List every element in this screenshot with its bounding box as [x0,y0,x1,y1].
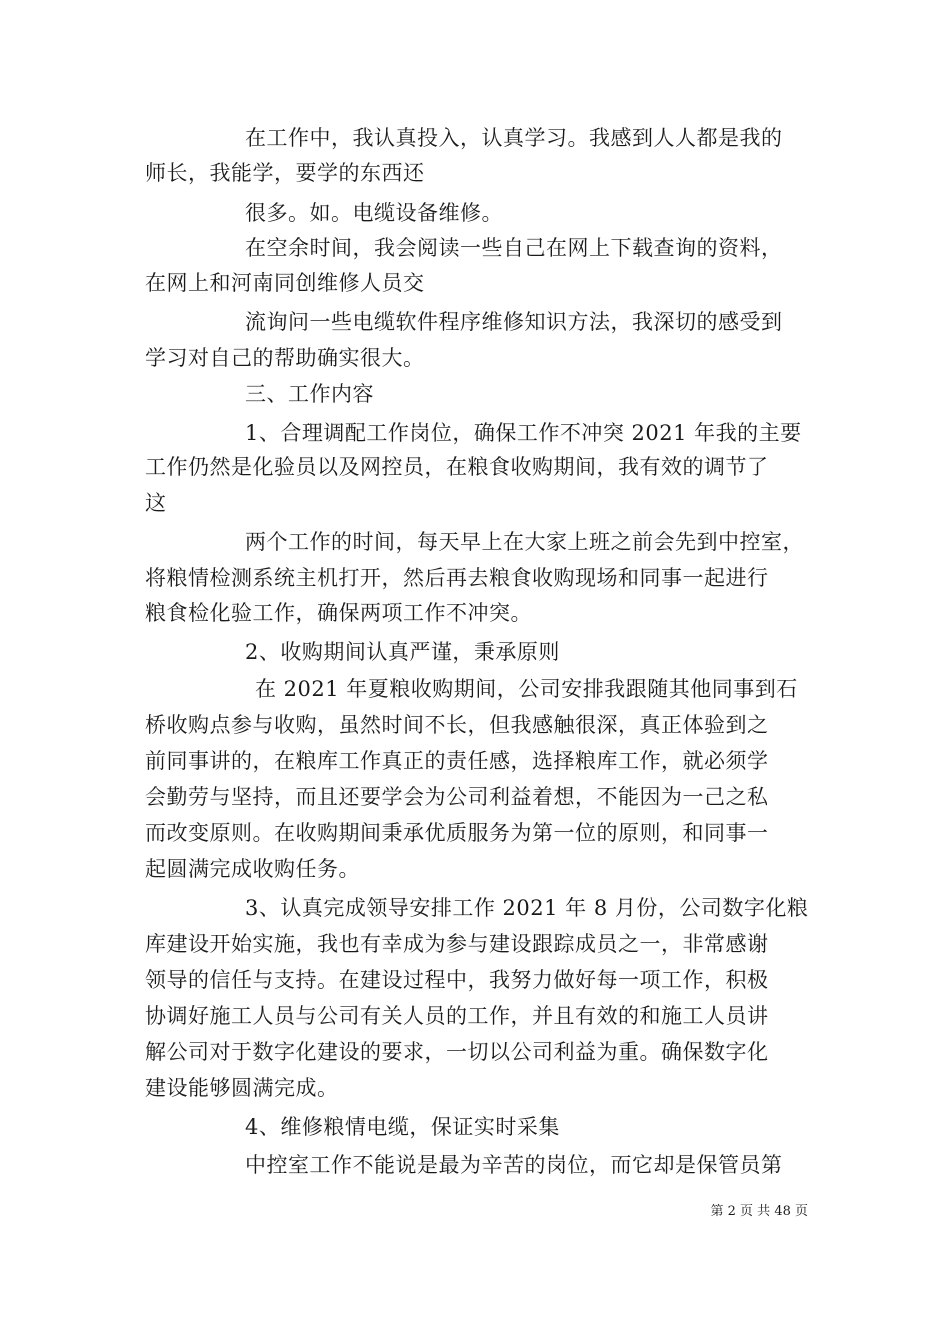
text-line: 库建设开始实施，我也有幸成为参与建设跟踪成员之一，非常感谢 [145,932,769,956]
text-line: 3、认真完成领导安排工作 2021 年 8 月份，公司数字化粮 [245,896,809,920]
text-line: 粮食检化验工作，确保两项工作不冲突。 [145,601,532,625]
text-line: 很多。如。电缆设备维修。 [245,201,503,225]
text-line: 前同事讲的，在粮库工作真正的责任感，选择粮库工作，就必须学 [145,749,769,773]
text-line: 流询问一些电缆软件程序维修知识方法，我深切的感受到 [245,310,783,334]
text-line: 两个工作的时间，每天早上在大家上班之前会先到中控室， [245,530,804,554]
text-line: 起圆满完成收购任务。 [145,857,360,881]
text-line: 领导的信任与支持。在建设过程中，我努力做好每一项工作，积极 [145,968,769,992]
section-heading: 三、工作内容 [245,382,374,406]
text-line: 会勤劳与坚持，而且还要学会为公司利益着想，不能因为一己之私 [145,785,769,809]
text-line: 协调好施工人员与公司有关人员的工作，并且有效的和施工人员讲 [145,1004,769,1028]
text-line: 工作仍然是化验员以及网控员，在粮食收购期间，我有效的调节了 [145,455,769,479]
text-line: 桥收购点参与收购，虽然时间不长，但我感触很深，真正体验到之 [145,713,769,737]
text-line: 在网上和河南同创维修人员交 [145,271,425,295]
text-line: 1、合理调配工作岗位，确保工作不冲突 2021 年我的主要 [245,421,802,445]
text-line: 建设能够圆满完成。 [145,1076,339,1100]
text-line: 这 [145,491,167,515]
text-line: 中控室工作不能说是最为辛苦的岗位，而它却是保管员第 [245,1153,783,1177]
text-line: 在 2021 年夏粮收购期间，公司安排我跟随其他同事到石 [255,677,798,701]
subsection-heading: 4、维修粮情电缆，保证实时采集 [245,1115,560,1139]
page-number: 第 2 页 共 48 页 [710,1204,808,1219]
subsection-heading: 2、收购期间认真严谨，秉承原则 [245,640,560,664]
text-line: 师长，我能学，要学的东西还 [145,161,425,185]
text-line: 解公司对于数字化建设的要求，一切以公司利益为重。确保数字化 [145,1040,769,1064]
text-line: 而改变原则。在收购期间秉承优质服务为第一位的原则，和同事一 [145,821,769,845]
text-line: 将粮情检测系统主机打开，然后再去粮食收购现场和同事一起进行 [145,566,769,590]
text-line: 学习对自己的帮助确实很大。 [145,346,425,370]
text-line: 在工作中，我认真投入，认真学习。我感到人人都是我的 [245,126,783,150]
text-line: 在空余时间，我会阅读一些自己在网上下载查询的资料， [245,236,783,260]
